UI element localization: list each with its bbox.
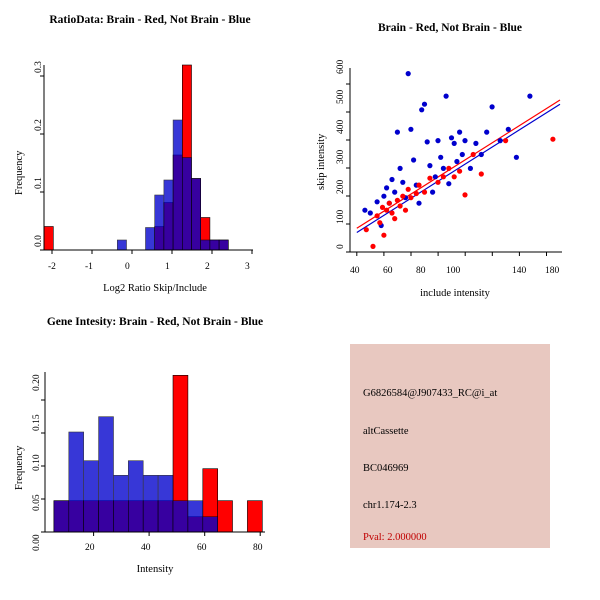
hist-gene-ylabel: Frequency [14, 445, 25, 490]
scatter-xlabel: include intensity [420, 288, 490, 299]
hist-ratio-xtick-0: -2 [48, 262, 56, 272]
hist-ratio-xtick-5: 3 [245, 262, 250, 272]
hist-gene-ytick-2: 0.10 [32, 454, 42, 471]
panel-scatter [300, 0, 600, 300]
hist-ratio-ytick-2: 0.2 [34, 119, 44, 131]
hist-gene-ytick-3: 0.15 [32, 414, 42, 431]
hist-gene-ytick-1: 0.05 [32, 494, 42, 511]
scatter-ytick-6: 600 [336, 59, 346, 74]
scatter-ytick-0: 0 [336, 244, 346, 249]
hist-ratio-blue-bars [117, 120, 228, 250]
panel-hist-gene [0, 300, 300, 600]
hist-ratio-plot [0, 0, 300, 300]
scatter-ytick-4: 400 [336, 119, 346, 134]
scatter-xtick-1: 60 [383, 266, 393, 276]
hist-gene-xlabel: Intensity [136, 564, 174, 575]
hist-ratio-ytick-1: 0.1 [34, 177, 44, 189]
hist-gene-xtick-3: 80 [253, 543, 263, 553]
scatter-ytick-5: 500 [336, 89, 346, 104]
hist-ratio-xtick-1: -1 [85, 262, 93, 272]
panel-hist-ratio [0, 0, 300, 300]
info-accession: BC046969 [363, 463, 409, 474]
hist-gene-ytick-0: 0.00 [32, 534, 42, 551]
scatter-ytick-3: 300 [336, 149, 346, 164]
scatter-xtick-4: 140 [512, 266, 527, 276]
hist-ratio-xlabel: Log2 Ratio Skip/Include [103, 283, 207, 294]
hist-ratio-xtick-2: 0 [125, 262, 130, 272]
info-probe-id: G6826584@J907433_RC@i_at [363, 388, 498, 399]
scatter-title: Brain - Red, Not Brain - Blue [377, 22, 523, 34]
hist-gene-plot [0, 300, 300, 600]
info-locus: chr1.174-2.3 [363, 500, 417, 511]
info-box [350, 344, 550, 548]
scatter-xtick-2: 80 [416, 266, 426, 276]
scatter-xtick-5: 180 [545, 266, 560, 276]
hist-ratio-ytick-0: 0.0 [34, 235, 44, 247]
hist-ratio-ylabel: Frequency [14, 150, 25, 195]
hist-ratio-title: RatioData: Brain - Red, Not Brain - Blue [49, 14, 251, 26]
hist-ratio-xtick-4: 2 [205, 262, 210, 272]
scatter-ytick-2: 200 [336, 179, 346, 194]
hist-ratio-xtick-3: 1 [165, 262, 170, 272]
scatter-ylabel: skip intensity [316, 133, 327, 190]
hist-gene-xtick-0: 20 [85, 543, 95, 553]
hist-gene-ytick-4: 0.20 [32, 374, 42, 391]
info-pval: Pval: 2.000000 [363, 532, 427, 543]
panel-info [300, 300, 600, 600]
hist-gene-xtick-1: 40 [141, 543, 151, 553]
hist-gene-blue-bars [54, 417, 218, 532]
info-event-type: altCassette [363, 426, 409, 437]
hist-ratio-ytick-3: 0.3 [34, 61, 44, 73]
hist-ratio-axes [40, 65, 253, 254]
scatter-xtick-0: 40 [350, 266, 360, 276]
hist-gene-xtick-2: 60 [197, 543, 207, 553]
scatter-plot [300, 0, 600, 300]
hist-gene-title: Gene Intesity: Brain - Red, Not Brain - Blue [46, 316, 264, 328]
scatter-xtick-3: 100 [446, 266, 461, 276]
scatter-ytick-1: 100 [336, 209, 346, 224]
